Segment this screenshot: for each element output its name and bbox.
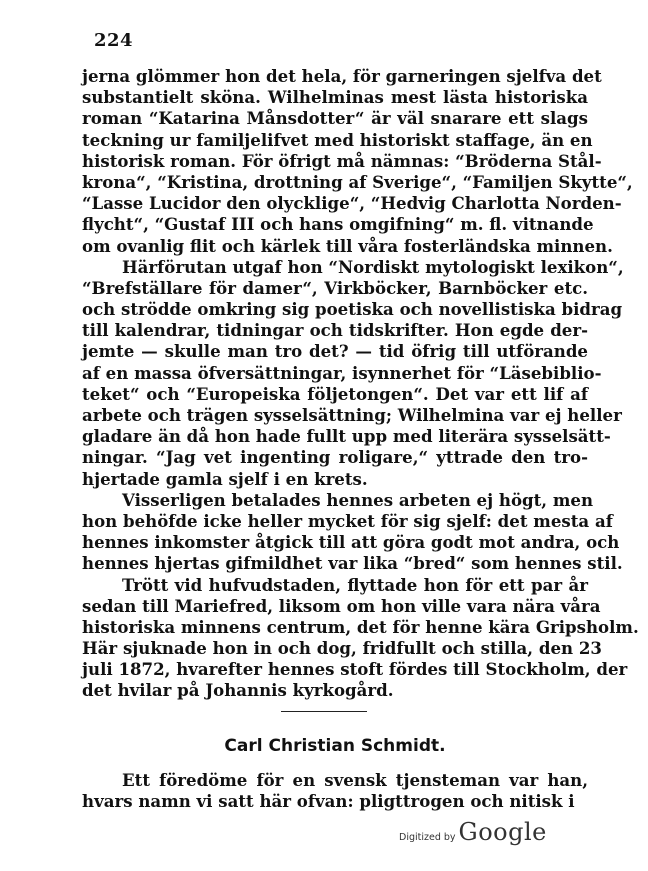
paragraph — [82, 770, 588, 812]
text-line: jemte — skulle man tro det? — tid öfrig till utförande — [82, 341, 588, 362]
text-line: krona“, “Kristina, drottning af Sverige“, “Familjen Skytte“, — [82, 171, 633, 192]
section-divider — [281, 711, 367, 712]
text-line: hennes hjertas gifmildhet var lika “bred“ som hennes stil. — [82, 553, 623, 574]
text-line: historiska minnens centrum, det för henne kära Gripsholm. — [82, 616, 639, 637]
text-line: hon behöfde icke heller mycket för sig sjelf: det mesta af — [82, 510, 613, 531]
text-line: sedan till Mariefred, liksom om hon ville vara nära våra — [82, 595, 601, 616]
text-line: Ett föredöme för en svensk tjensteman var han, — [122, 770, 588, 790]
text-line: juli 1872, hvarefter hennes stoft fördes till Stockholm, der — [82, 659, 628, 680]
text-line: ningar. “Jag vet ingenting roligare,“ yttrade den tro- — [82, 447, 588, 468]
text-line: roman “Katarina Månsdotter“ är väl snarare ett slags — [82, 108, 588, 129]
text-line: hjertade gamla sjelf i en krets. — [82, 468, 368, 489]
text-line: af en massa öfversättningar, isynnerhet för “Läsebiblio- — [82, 362, 602, 383]
text-line: gladare än då hon hade fullt upp med literära sysselsätt- — [82, 426, 611, 447]
text-line: arbete och trägen sysselsättning; Wilhelmina var ej heller — [82, 405, 622, 425]
text-line: Härförutan utgaf hon “Nordiskt mytologiskt lexikon“, — [122, 256, 624, 277]
text-line: historisk roman. För öfrigt må nämnas: “Bröderna Stål- — [82, 150, 602, 171]
paragraph — [82, 489, 623, 575]
text-line: substantielt sköna. Wilhelminas mest lästa historiska — [82, 87, 588, 108]
text-line: hvars namn vi satt här ofvan: pligttrogen och nitisk i — [82, 791, 575, 812]
text-line: Trött vid hufvudstaden, flyttade hon för ett par år — [122, 574, 588, 595]
paragraph — [82, 574, 639, 702]
text-line: Visserligen betalades hennes arbeten ej högt, men — [122, 489, 594, 510]
text-line: det hvilar på Johannis kyrkogård. — [82, 680, 394, 701]
page-number: 224 — [94, 30, 134, 51]
text-line: om ovanlig flit och kärlek till våra fosterländska minnen. — [82, 235, 613, 256]
text-line: till kalendrar, tidningar och tidskrifter. Hon egde der- — [82, 320, 588, 341]
text-line: teket“ och “Europeiska följetongen“. Det var ett lif af — [82, 383, 588, 404]
text-line: och strödde omkring sig poetiska och novellistiska bidrag — [82, 299, 623, 320]
paragraph — [82, 66, 633, 257]
paragraph — [82, 256, 624, 490]
digitized-by-label: Digitized by — [399, 832, 456, 843]
text-line: jerna glömmer hon det hela, för garneringen sjelfva det — [82, 66, 602, 86]
text-line: hennes inkomster åtgick till att göra godt mot andra, och — [82, 532, 620, 553]
text-line: “Lasse Lucidor den olycklige“, “Hedvig Charlotta Norden- — [82, 193, 622, 214]
text-line: flycht“, “Gustaf III och hans omgifning“ m. fl. vitnande — [82, 214, 594, 235]
google-watermark — [399, 818, 547, 846]
text-line: teckning ur familjelifvet med historiskt staffage, än en — [82, 129, 593, 150]
section-heading: Carl Christian Schmidt. — [224, 736, 446, 756]
section-body-text — [82, 770, 588, 812]
google-logo: Google — [458, 818, 547, 846]
body-text — [82, 66, 639, 702]
text-line: “Brefställare för damer“, Virkböcker, Barnböcker etc. — [82, 277, 588, 298]
text-line: Här sjuknade hon in och dog, fridfullt och stilla, den 23 — [82, 638, 602, 659]
